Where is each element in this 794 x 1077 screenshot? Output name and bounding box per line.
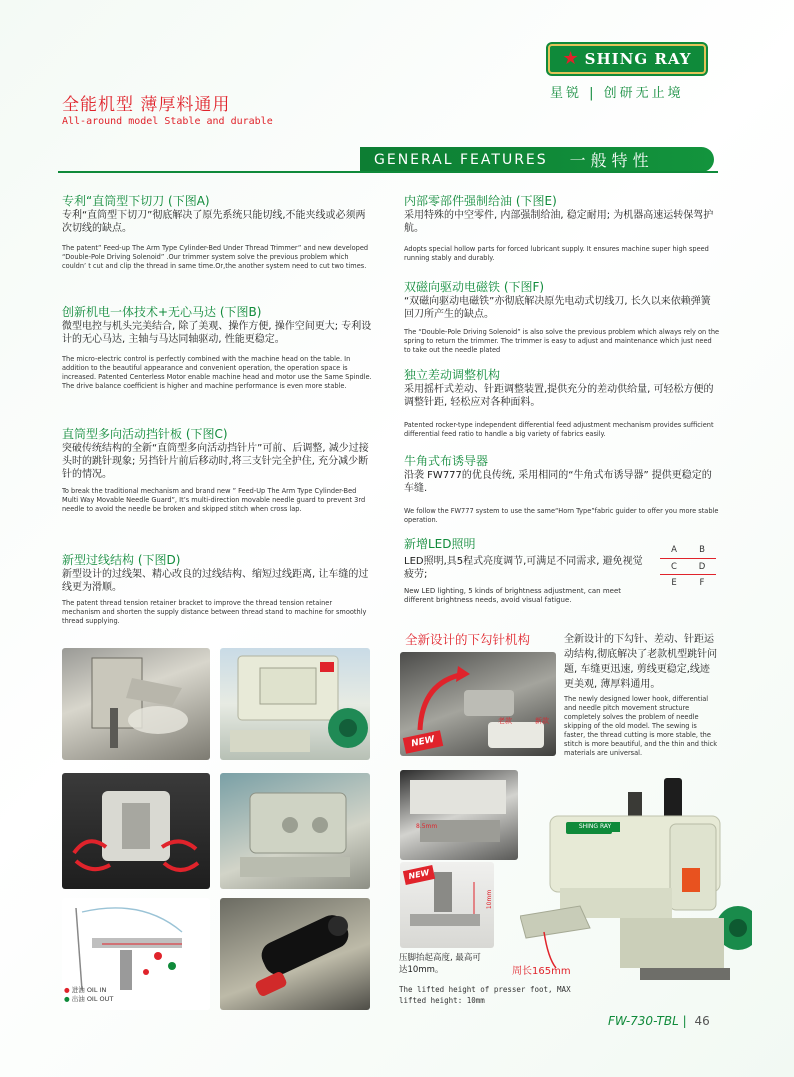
section-cutter [62,194,372,271]
section-title: 新增LED照明 [404,537,476,551]
photo-b [220,648,370,760]
photo-b-drawing [220,648,370,760]
table-row [660,558,716,574]
section-motor [62,305,372,391]
table-row [660,542,716,558]
features-banner [360,147,714,172]
section-differential [404,368,720,439]
section-en: To break the traditional mechanism and brand new ” Feed-Up The Arm Type Cylinder-Bed Multi Way Movable Needle Guard”, It’s multi-direction movable needle guard to prevent 3rd needle to avoid the needle be broken and skipped stitch when cross lap. [62,487,366,513]
banner-title-cn: 一般特性 [569,151,654,170]
section-title: 内部零部件强制给油 (下图E) [404,194,557,208]
photo-c [62,773,210,889]
section-thread-structure [62,553,372,626]
table-cell: A [671,545,677,555]
presser-cn: 压脚抬起高度, 最高可达10mm。 [399,953,481,975]
photo-e [220,773,370,889]
section-title: 新型过线结构 (下图D) [62,553,181,567]
figure-index-table [660,542,716,590]
brand-name: SHING RAY [584,50,692,68]
section-cn: 采用特殊的中空零件, 内部强制给油, 稳定耐用; 为机器高速运转保驾护航。 [404,210,714,234]
oil-legend [64,986,184,1004]
section-title: 双磁向驱动电磁铁 (下图F) [404,280,545,294]
star-icon: ★ [562,48,579,69]
section-needle-guard [62,427,372,514]
table-cell: C [671,562,677,572]
section-cn: “双磁向驱动电磁铁”亦彻底解决原先电动式切线刀, 长久以来依赖弹簧回刀所产生的缺点。 [404,296,711,320]
section-guider [404,454,720,525]
oil-out-label: ● 出油 OIL OUT [64,995,114,1003]
table-cell: F [699,578,705,588]
photo-e-drawing [220,773,370,889]
machine-brand-plate: SHING RAY [570,822,620,832]
banner-divider [58,171,718,173]
section-cn: 新型设计的过线架、精心改良的过线结构、缩短过线距离, 让车缝的过线更为滑顺。 [62,569,369,593]
oil-in-label: ● 进油 OIL IN [64,986,107,994]
table-cell: D [698,562,706,572]
photo-c-drawing [62,773,210,889]
section-en: The patent” Feed-up The Arm Type Cylinder-Bed Under Thread Trimmer” and new developed “Double-Pole Driving Solenoid” .Our trimmer system solve the previous problem which couldn’ t cut and clip the thread in same time.Or,the another system need to cut two times. [62,244,369,270]
section-led [404,537,648,605]
headline-en: All-around model Stable and durable [62,116,273,127]
section-en: Patented rocker-type independent differential feed adjustment mechanism provides sufficient differential feed ratio to handle a big variety of fabrics easily. [404,421,714,438]
section-cn: 沿袭 FW777的优良传统, 采用相同的“牛角式布诱导器” 提供更稳定的车缝. [404,470,712,494]
new-badge: NEW [403,730,443,754]
hook-cn: 全新设计的下勾针、差动、针距运动结构,彻底解决了老款机型跳针问题, 车缝更迅速, 剪线更稳定,线迹更美观, 薄厚料通用。 [564,634,718,690]
section-cn: 采用摇杆式差动、针距调整装置,提供充分的差动供给量, 可轻松方便的调整针距, 轻松应对各种面料。 [404,384,714,408]
section-en: Adopts special hollow parts for forced lubricant supply. It ensures machine super high speed running stably and durably. [404,245,709,262]
headline-cn: 全能机型 薄厚料通用 [62,95,231,115]
section-cn: 专利“直筒型下切刀”彻底解决了原先系统只能切线,不能夹线或必须两次切线的缺点。 [62,210,366,234]
section-en: New LED lighting, 5 kinds of brightness adjustment, can meet different brightness needs, avoid visual fatigue. [404,587,622,604]
section-oil [404,194,720,263]
section-en: The micro-electric control is perfectly combined with the machine head on the table. In addition to the beautiful appearance and convenient operation, the operation space is increased. Patented Centerless Motor enable machine head and motor use the Same Spindle. The drive balance coefficient is higher and machine performance is even more stable. [62,355,372,390]
section-cn: LED照明,具5程式亮度调节,可满足不同需求, 避免视觉疲劳; [404,556,643,580]
new-label: 新款 [535,717,549,725]
section-cn: 微型电控与机头完美结合, 除了美观、操作方便, 操作空间更大; 专利设计的无心马达, 主轴与马达同轴驱动, 性能更稳定。 [62,321,372,345]
dim-10-label: 10mm [486,889,494,910]
arm-length-label: 周长165mm [512,966,571,977]
section-title: 独立差动调整机构 [404,368,501,382]
hook-description [564,632,718,758]
page-number: 46 [694,1014,710,1028]
machine-illustration [520,778,752,988]
photo-feed [400,770,518,860]
section-title: 牛角式布诱导器 [404,454,489,468]
section-cn: 突破传统结构的全新“直筒型多向活动挡针片”可前、后调整, 减少过接头时的跳针现象; 另挡针片前后移动时,将三支针完全护住, 充分减少断针的情况。 [62,443,369,480]
section-title: 创新机电一体技术+无心马达 (下图B) [62,305,262,319]
dim-85-label: 8.5mm [416,823,438,830]
photo-f [220,898,370,1010]
page-footer [608,1014,710,1028]
model-number: FW-730-TBL [608,1014,679,1028]
presser-new-badge: NEW [403,865,435,885]
hook-title: 全新设计的下勾针机构 [405,632,531,647]
section-title: 专利“直筒型下切刀 (下图A) [62,194,210,208]
section-en: The “Double-Pole Driving Solenoid” is also solve the previous problem which always rely on the spring to return the trimmer. The trimmer is easy to adjust and maintenance which just need to take out the needle plated [404,328,720,354]
photo-feed-drawing [400,770,518,860]
photo-a-drawing [62,648,210,760]
section-title: 直筒型多向活动挡针板 (下图C) [62,427,228,441]
footer-separator: | [682,1014,687,1028]
hook-en: The newly designed lower hook, differential and needle pitch movement structure completely solves the problem of needle skipping of the old model. The sewing is faster, the thread cutting is more stable, the stitch is more beautiful, and the thin and thick materials are universal. [564,695,718,757]
brand-logo [548,44,706,74]
photo-f-drawing [220,898,370,1010]
section-en: We follow the FW777 system to use the same“Horn Type”fabric guider to offer you more stable operation. [404,507,719,524]
presser-en: The lifted height of presser foot, MAX lifted height: 10mm [399,985,571,1005]
table-cell: B [699,545,705,555]
old-label: 老款 [498,717,512,725]
brand-slogan: 星锐 | 创研无止境 [550,86,684,101]
photo-a [62,648,210,760]
table-cell: E [671,578,677,588]
section-solenoid [404,280,720,355]
section-en: The patent thread tension retainer bracket to improve the thread tension retainer mechanism and shorten the supply distance between thread stand to machine for smoothly thread supplying. [62,599,367,625]
banner-title-en: GENERAL FEATURES [374,151,548,168]
table-row [660,574,716,590]
